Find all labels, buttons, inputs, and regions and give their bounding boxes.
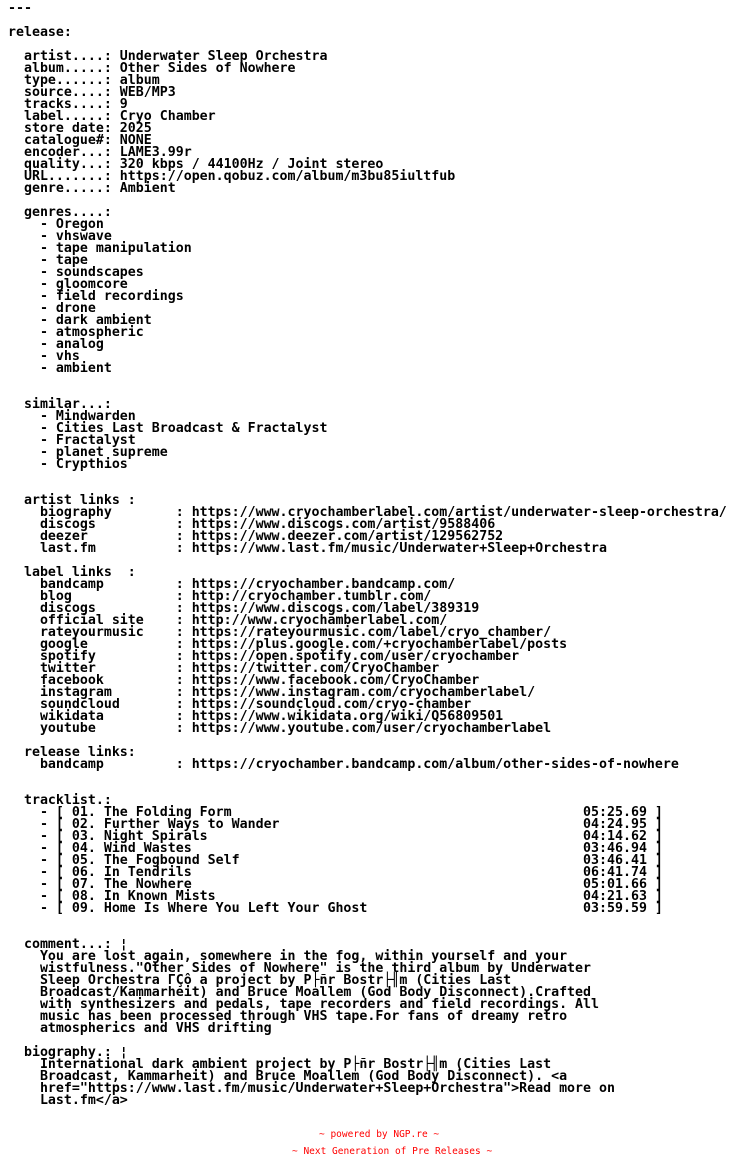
label-link-spotify: spotify : https://open.spotify.com/user/cryochamber [8, 649, 520, 664]
blank-line [8, 771, 736, 783]
blank-line [8, 15, 736, 27]
footer-tagline: ~ Next Generation of Pre Releases ~ [292, 1146, 493, 1157]
similar-item-fractalyst: - Fractalyst [8, 433, 136, 448]
genre-item-soundscapes: - soundscapes [8, 265, 144, 280]
blank-line [8, 375, 736, 387]
track-row-06: - [ 06. In Tendrils 06:41.74 ] [8, 865, 663, 880]
release-field-genre: genre.....: Ambient [8, 181, 176, 196]
track-row-03: - [ 03. Night Spirals 04:14.62 ] [8, 829, 663, 844]
biography-line: href="https://www.last.fm/music/Underwater+Sleep+Orchestra">Read more on [8, 1081, 615, 1096]
release-field-url: URL.......: https://open.qobuz.com/album/m3bu85iultfub [8, 169, 456, 184]
release-field-encoder: encoder...: LAME3.99r [8, 145, 192, 160]
genre-item-analog: - analog [8, 337, 104, 352]
track-row-01: - [ 01. The Folding Form 05:25.69 ] [8, 805, 663, 820]
genres-header: genres....: [8, 205, 112, 220]
label-link-official-site: official site : http://www.cryochamberlabel.com/ [8, 613, 448, 628]
artist-link-deezer: deezer : https://www.deezer.com/artist/129562752 [8, 529, 504, 544]
track-row-05: - [ 05. The Fogbound Self 03:46.41 ] [8, 853, 663, 868]
release-link-header: release links: [8, 745, 136, 760]
blank-line [8, 471, 736, 483]
genre-item-tape: - tape [8, 253, 88, 268]
blank-line [8, 915, 736, 927]
blank-line [8, 387, 736, 399]
release-field-source: source....: WEB/MP3 [8, 85, 176, 100]
release-field-store-date: store date: 2025 [8, 121, 152, 136]
artist-link-discogs: discogs : https://www.discogs.com/artist/9588406 [8, 517, 496, 532]
track-row-08: - [ 08. In Known Mists 04:21.63 ] [8, 889, 663, 904]
label-link-google: google : https://plus.google.com/+cryochamberlabel/posts [8, 637, 568, 652]
label-link-twitter: twitter : https://twitter.com/CryoChamber [8, 661, 440, 676]
release-field-tracks: tracks....: 9 [8, 97, 128, 112]
blank-line [8, 195, 736, 207]
genre-item-oregon: - Oregon [8, 217, 104, 232]
track-row-02: - [ 02. Further Ways to Wander 04:24.95 ] [8, 817, 663, 832]
release-field-catalogue: catalogue#: NONE [8, 133, 152, 148]
label-link-wikidata: wikidata : https://www.wikidata.org/wiki/Q56809501 [8, 709, 504, 724]
release-field-label: label.....: Cryo Chamber [8, 109, 216, 124]
label-link-youtube: youtube : https://www.youtube.com/user/cryochamberlabel [8, 721, 552, 736]
comment-line: atmospherics and VHS drifting [8, 1021, 272, 1036]
comment-header: comment...: ¦ [8, 937, 128, 952]
similar-item-mindwarden: - Mindwarden [8, 409, 136, 424]
label-link-discogs: discogs : https://www.discogs.com/label/389319 [8, 601, 480, 616]
track-row-09: - [ 09. Home Is Where You Left Your Ghost 03:59.59 ] [8, 901, 663, 916]
blank-line [8, 783, 736, 795]
track-row-07: - [ 07. The Nowhere 05:01.66 ] [8, 877, 663, 892]
genre-item-field-recordings: - field recordings [8, 289, 184, 304]
comment-line: wistfulness."Other Sides of Nowhere" is the third album by Underwater [8, 961, 592, 976]
artist-link-last-fm: last.fm : https://www.last.fm/music/Underwater+Sleep+Orchestra [8, 541, 607, 556]
label-link-soundcloud: soundcloud : https://soundcloud.com/cryo-chamber [8, 697, 472, 712]
release-field-album: album.....: Other Sides of Nowhere [8, 61, 296, 76]
release-field-artist: artist....: Underwater Sleep Orchestra [8, 49, 328, 64]
similar-item-cities-last-broadcast-fractalyst: - Cities Last Broadcast & Fractalyst [8, 421, 328, 436]
footer [0, 1126, 736, 1160]
comment-line: Sleep Orchestra ΓÇô a project by P├ñr Bostr├╢m (Cities Last [8, 973, 512, 988]
similar-item-crypthios: - Crypthios [8, 457, 128, 472]
tracklist-header: tracklist.: [8, 793, 112, 808]
biography-line: Broadcast, Kammarheit) and Bruce Moallem (God Body Disconnect). <a [8, 1069, 568, 1084]
comment-line: with synthesizers and pedals, tape recorders and field recordings. All [8, 997, 600, 1012]
genre-item-ambient: - ambient [8, 361, 112, 376]
release-section-title: release: [8, 25, 72, 40]
biography-line: Last.fm</a> [8, 1093, 128, 1108]
label-link-header: label links : [8, 565, 136, 580]
biography-line: International dark ambient project by P├ñr Bostr├╢m (Cities Last [8, 1057, 552, 1072]
genre-item-dark-ambient: - dark ambient [8, 313, 152, 328]
comment-line: Broadcast/Kammarheit) and Bruce Moallem (God Body Disconnect).Crafted [8, 985, 592, 1000]
comment-line: You are lost again, somewhere in the fog, within yourself and your [8, 949, 568, 964]
footer-powered-by: ~ powered by NGP.re ~ [319, 1129, 440, 1140]
genre-item-drone: - drone [8, 301, 96, 316]
genre-item-gloomcore: - gloomcore [8, 277, 128, 292]
comment-line: music has been processed through VHS tape.For fans of dreamy retro [8, 1009, 568, 1024]
label-link-facebook: facebook : https://www.facebook.com/CryoChamber [8, 673, 480, 688]
genre-item-vhs: - vhs [8, 349, 80, 364]
label-link-instagram: instagram : https://www.instagram.com/cryochamberlabel/ [8, 685, 536, 700]
genre-item-tape-manipulation: - tape manipulation [8, 241, 192, 256]
similar-artists-header: similar...: [8, 397, 112, 412]
release-link-bandcamp: bandcamp : https://cryochamber.bandcamp.com/album/other-sides-of-nowhere [8, 757, 679, 772]
artist-link-header: artist links : [8, 493, 136, 508]
release-field-quality: quality...: 320 kbps / 44100Hz / Joint stereo [8, 157, 384, 172]
release-field-type: type......: album [8, 73, 160, 88]
label-link-bandcamp: bandcamp : https://cryochamber.bandcamp.com/ [8, 577, 456, 592]
genre-item-vhswave: - vhswave [8, 229, 112, 244]
similar-item-planet-supreme: - planet supreme [8, 445, 168, 460]
document-divider: --- [8, 1, 32, 16]
label-link-rateyourmusic: rateyourmusic : https://rateyourmusic.com/label/cryo_chamber/ [8, 625, 552, 640]
biography-header: biography.: ¦ [8, 1045, 128, 1060]
artist-link-biography: biography : https://www.cryochamberlabel.com/artist/underwater-sleep-orchestra/ [8, 505, 727, 520]
genre-item-atmospheric: - atmospheric [8, 325, 144, 340]
label-link-blog: blog : http://cryochamber.tumblr.com/ [8, 589, 432, 604]
track-row-04: - [ 04. Wind Wastes 03:46.94 ] [8, 841, 663, 856]
